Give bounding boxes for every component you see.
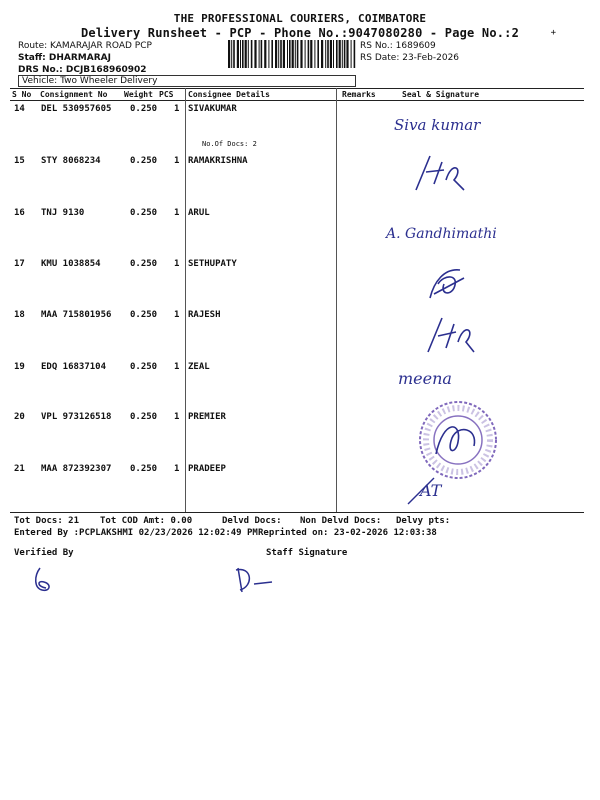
row-sno: 15 [14,156,25,166]
delivery-points: Delvy pts: [396,516,451,526]
signature-row17 [424,262,474,304]
row-consignee: PREMIER [188,412,226,422]
row-weight: 0.250 [130,156,158,166]
rs-date: RS Date: 23-Feb-2026 [360,53,460,63]
signature-row18 [420,312,472,356]
corner-mark: + [550,28,556,38]
barcode-bar [327,40,329,68]
row-docs-note: No.Of Docs: 2 [202,140,257,148]
header-bottom-rule [10,100,584,101]
barcode-bar [287,40,288,68]
table-top-rule [10,88,584,89]
verified-by-label: Verified By [14,548,74,558]
row-consignment: EDQ 16837104 [41,362,107,372]
barcode-bar [259,40,260,68]
barcode-bar [330,40,332,68]
barcode-bar [292,40,294,68]
row-consignee: SIVAKUMAR [188,104,237,114]
drs-number: DRS No.: DCJB168960902 [18,65,147,75]
signature-row14 [392,110,492,140]
barcode-bar [314,40,315,68]
barcode-bar [354,40,356,68]
row-sno: 20 [14,412,25,422]
row-consignee: RAMAKRISHNA [188,156,248,166]
barcode-bar [231,40,232,68]
delivered-docs: Delvd Docs: [222,516,282,526]
barcode-bar [251,40,253,68]
barcode-bar [325,40,326,68]
signature-row16 [384,214,534,248]
entered-by: Entered By :PCPLAKSHMI 02/23/2026 12:02:49 PM [14,528,258,538]
row-consignee: ARUL [188,208,210,218]
row-weight: 0.250 [130,104,158,114]
barcode-bar [275,40,277,68]
barcode-bar [308,40,310,68]
row-consignment: DEL 530957605 [41,104,112,114]
reprinted-on: Reprinted on: 23-02-2026 12:03:38 [258,528,437,538]
row-consignment: KMU 1038854 [41,259,101,269]
row-pcs: 1 [174,310,180,320]
svg-text:AT: AT [420,481,442,500]
row-sno: 19 [14,362,25,372]
staff-signature [232,562,282,596]
barcode-bar [245,40,247,68]
col-consignment: Consignment No [40,90,108,99]
row-pcs: 1 [174,104,180,114]
col-seal: Seal & Signature [402,90,480,99]
barcode-bar [295,40,296,68]
row-consignee: ZEAL [188,362,210,372]
row-consignment: STY 8068234 [41,156,101,166]
remarks-divider [336,88,337,512]
staff-label: Staff: DHARMARAJ [18,53,111,63]
row-weight: 0.250 [130,208,158,218]
table-bottom-rule [10,512,584,513]
row-consignee: SETHUPATY [188,259,237,269]
row-consignment: MAA 715801956 [41,310,112,320]
barcode-bar [333,40,334,68]
route-label: Route: KAMARAJAR ROAD PCP [18,41,152,51]
barcode-bar [300,40,302,68]
barcode-bar [305,40,306,68]
vehicle-box: Vehicle: Two Wheeler Delivery [18,75,356,87]
svg-text:Siva kumar: Siva kumar [394,116,481,134]
barcode-bar [240,40,241,68]
barcode-bar [280,40,282,68]
signature-row15 [408,150,468,200]
barcode-bar [268,40,269,68]
barcode-bar [233,40,235,68]
barcode-bar [271,40,273,68]
barcode-bar [242,40,244,68]
row-consignee: RAJESH [188,310,221,320]
row-weight: 0.250 [130,310,158,320]
barcode-bar [254,40,256,68]
row-pcs: 1 [174,259,180,269]
runsheet-subtitle: Delivery Runsheet - PCP - Phone No.:9047080280 - Page No.:2 [80,26,520,40]
barcode-bar [248,40,249,68]
row-consignee: PRADEEP [188,464,226,474]
barcode-bar [342,40,343,68]
barcode-bar [228,40,230,68]
row-sno: 16 [14,208,25,218]
row-pcs: 1 [174,412,180,422]
barcode-bar [289,40,291,68]
row-weight: 0.250 [130,259,158,269]
row-sno: 17 [14,259,25,269]
col-consignee: Consignee Details [188,90,270,99]
barcode [228,40,356,68]
row-sno: 18 [14,310,25,320]
row-consignment: TNJ 9130 [41,208,85,218]
svg-text:meena: meena [398,369,452,388]
consignee-divider [185,88,186,512]
row-consignment: MAA 872392307 [41,464,112,474]
col-remarks: Remarks [342,90,376,99]
signature-row19 [398,366,478,392]
signature-row21 [404,468,464,508]
row-weight: 0.250 [130,362,158,372]
barcode-bar [237,40,239,68]
barcode-bar [351,40,352,68]
company-title: THE PROFESSIONAL COURIERS, COIMBATORE [173,12,427,25]
barcode-bar [283,40,285,68]
barcode-bar [346,40,348,68]
row-pcs: 1 [174,156,180,166]
row-pcs: 1 [174,208,180,218]
staff-signature-label: Staff Signature [266,548,348,558]
row-pcs: 1 [174,464,180,474]
barcode-bar [261,40,263,68]
total-cod: Tot COD Amt: 0.00 [100,516,193,526]
barcode-bar [344,40,346,68]
row-sno: 21 [14,464,25,474]
barcode-bar [321,40,323,68]
rs-number: RS No.: 1689609 [360,41,436,51]
row-consignment: VPL 973126518 [41,412,112,422]
barcode-bar [264,40,266,68]
row-weight: 0.250 [130,464,158,474]
col-pcs: PCS [159,90,174,99]
barcode-bar [317,40,319,68]
row-sno: 14 [14,104,25,114]
barcode-bar [336,40,338,68]
barcode-bar [339,40,341,68]
barcode-bar [297,40,299,68]
col-sno: S No [12,90,32,99]
total-docs: Tot Docs: 21 [14,516,80,526]
verifier-signature [28,562,68,594]
col-weight: Weight [124,90,153,99]
row-pcs: 1 [174,362,180,372]
svg-text:A. Gandhimathi: A. Gandhimathi [386,226,497,242]
barcode-bar [278,40,279,68]
row-weight: 0.250 [130,412,158,422]
non-delivered-docs: Non Delvd Docs: [300,516,382,526]
barcode-bar [310,40,312,68]
